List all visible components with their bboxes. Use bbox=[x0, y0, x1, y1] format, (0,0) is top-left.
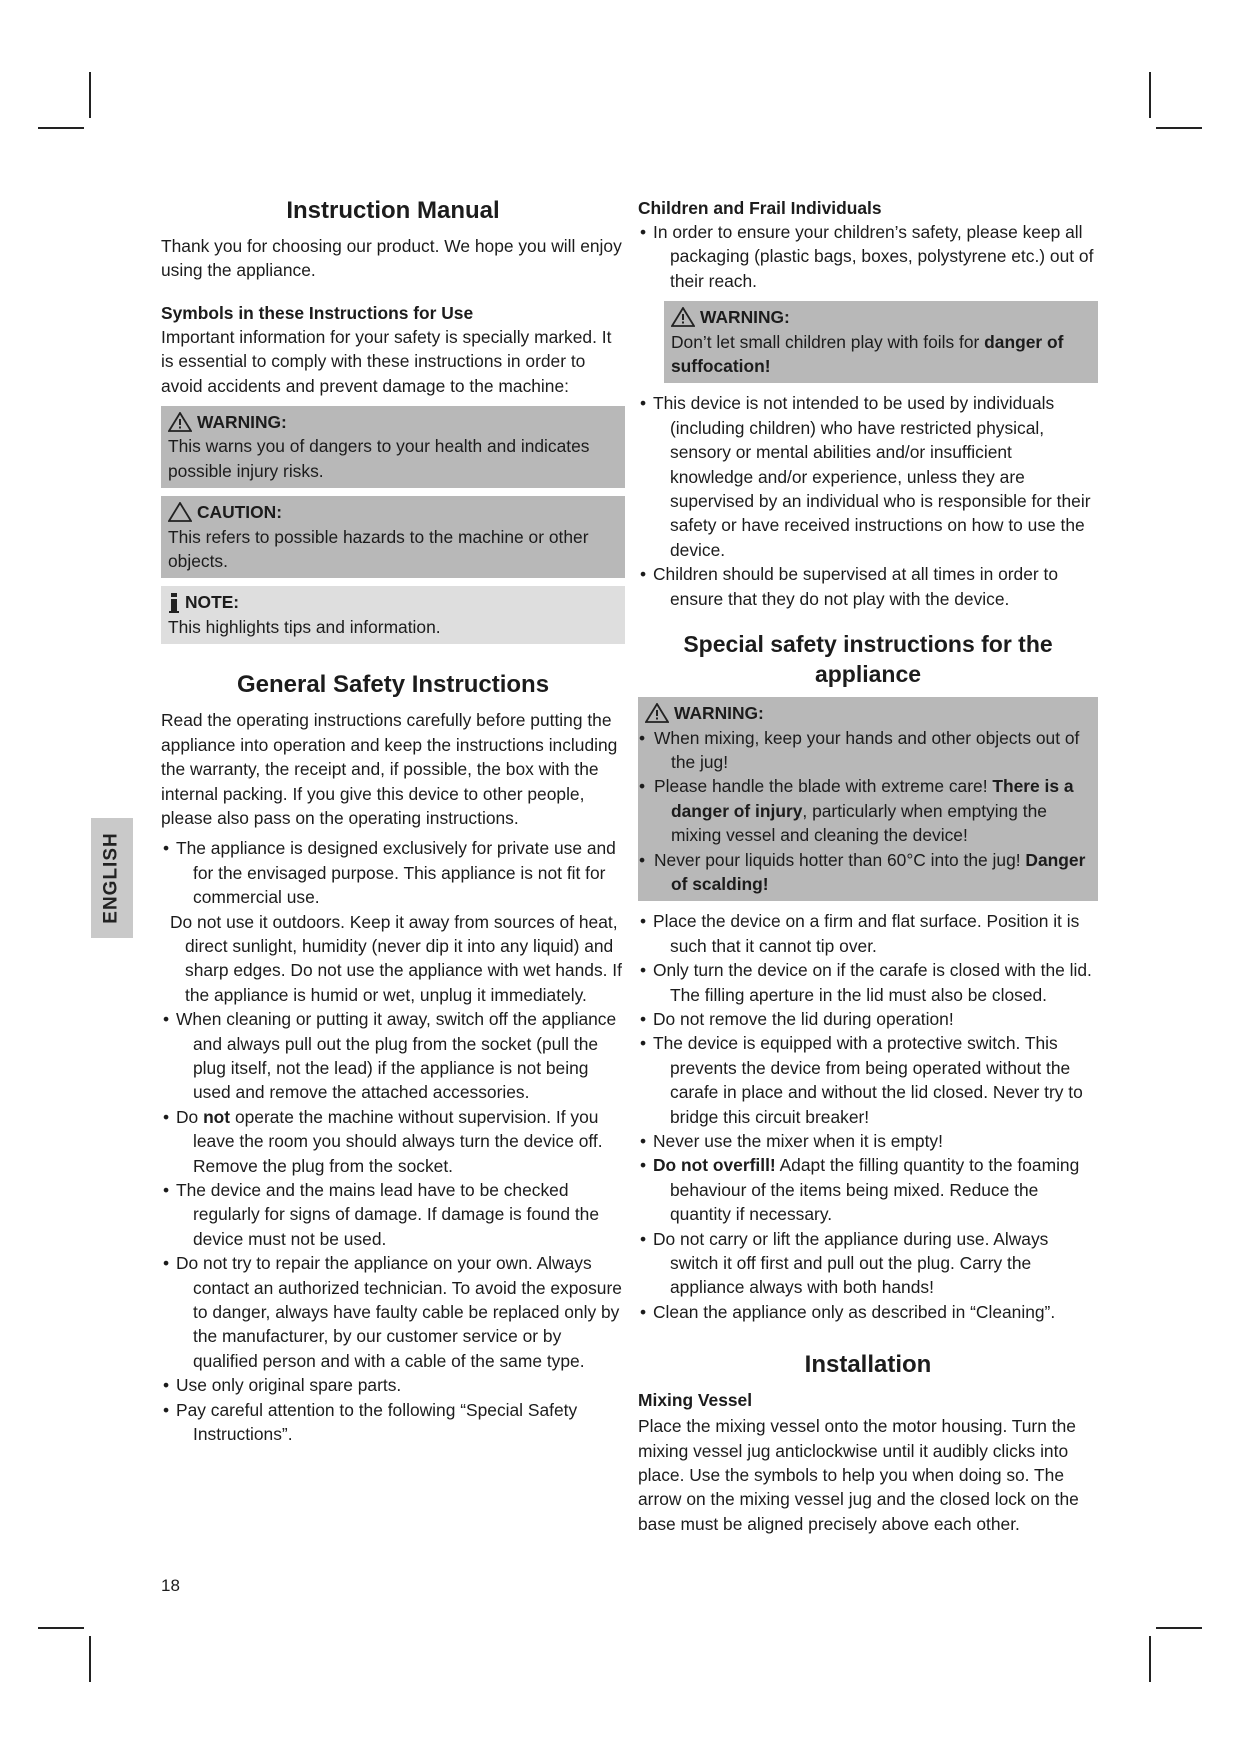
children-list-2 bbox=[638, 391, 1098, 611]
crop-mark bbox=[1156, 1627, 1202, 1629]
crop-mark bbox=[1149, 72, 1151, 118]
list-item: • Do not carry or lift the appliance during use. Always switch it off first and pull out the plug. Carry the appliance always with both hands! bbox=[638, 1227, 1098, 1300]
list-item: • This device is not intended to be used by individuals (including children) who have restricted physical, sensory or mental abilities and/or insufficient knowledge and/or experience, unless they are supervised by an individual who is responsible for their safety or have received instructions on how to use the device. bbox=[638, 391, 1098, 562]
general-safety-title: General Safety Instructions bbox=[236, 671, 550, 699]
crop-mark bbox=[89, 72, 91, 118]
caution-text: This refers to possible hazards to the machine or other objects. bbox=[168, 526, 589, 572]
list-item: • Do not remove the lid during operation! bbox=[638, 1007, 1098, 1031]
symbols-text: Important information for your safety is specially marked. It is essential to comply with these instructions in order to avoid accidents and prevent damage to the machine: bbox=[161, 326, 612, 396]
warning-triangle-icon bbox=[671, 307, 695, 327]
children-warning-box bbox=[664, 301, 1098, 383]
children-warning-title: WARNING: bbox=[700, 307, 790, 328]
list-item: • Place the device on a firm and flat surface. Position it is such that it cannot tip over. bbox=[638, 909, 1098, 958]
warning-title: WARNING: bbox=[197, 412, 287, 433]
note-box bbox=[161, 586, 625, 644]
caution-title: CAUTION: bbox=[197, 502, 283, 523]
mixing-vessel-text: Place the mixing vessel onto the motor housing. Turn the mixing vessel jug anticlockwise until it audibly clicks into place. Use the symbols to help you when doing so. The arrow on the mixing vessel jug and the closed lock on the base must be aligned precisely above each other. bbox=[638, 1416, 1079, 1534]
caution-triangle-icon bbox=[168, 502, 192, 522]
special-warning-list bbox=[637, 726, 1091, 897]
list-item: • Clean the appliance only as described in “Cleaning”. bbox=[638, 1300, 1098, 1324]
mixing-vessel-heading: Mixing Vessel bbox=[638, 1390, 753, 1411]
general-safety-list bbox=[161, 836, 625, 1446]
list-item: • Use only original spare parts. bbox=[161, 1373, 625, 1397]
list-item: • Never use the mixer when it is empty! bbox=[638, 1129, 1098, 1153]
list-item: • When cleaning or putting it away, switch off the appliance and always pull out the plug from the socket (pull the plug itself, not the lead) if the appliance is not being used and remove the attached accessories. bbox=[161, 1007, 625, 1105]
symbols-heading: Symbols in these Instructions for Use bbox=[161, 302, 474, 323]
warning-triangle-icon bbox=[645, 703, 669, 723]
right-column bbox=[638, 196, 1098, 1536]
installation-title: Installation bbox=[804, 1351, 932, 1379]
crop-mark bbox=[89, 1636, 91, 1682]
list-item: • Do not try to repair the appliance on your own. Always contact an authorized technician. To avoid the exposure to danger, always have faulty cable be replaced only by the manufacturer, by our customer service or by qualified person and with a cable of the same type. bbox=[161, 1251, 625, 1373]
crop-mark bbox=[38, 127, 84, 129]
intro-text: Thank you for choosing our product. We hope you will enjoy using the appliance. bbox=[161, 236, 622, 281]
children-warning-text: Don’t let small children play with foils for danger of suffocation! bbox=[671, 331, 1064, 377]
list-item: • Only turn the device on if the carafe is closed with the lid. The filling aperture in the lid must also be closed. bbox=[638, 958, 1098, 1007]
list-item: • Pay careful attention to the following “Special Safety Instructions”. bbox=[161, 1398, 625, 1447]
special-warning-title: WARNING: bbox=[674, 703, 764, 724]
note-text: This highlights tips and information. bbox=[168, 616, 441, 637]
info-icon bbox=[168, 592, 180, 614]
caution-box bbox=[161, 496, 625, 578]
list-item: • Children should be supervised at all times in order to ensure that they do not play with the device. bbox=[638, 562, 1098, 611]
note-title: NOTE: bbox=[185, 592, 240, 613]
children-list-1 bbox=[638, 220, 1098, 293]
warning-triangle-icon bbox=[168, 412, 192, 432]
list-item: • Do not overfill! Adapt the filling quantity to the foaming behaviour of the items being mixed. Reduce the quantity if necessary. bbox=[638, 1153, 1098, 1226]
warning-box bbox=[161, 406, 625, 488]
language-tab bbox=[91, 818, 133, 938]
list-item: • Never pour liquids hotter than 60°C into the jug! Danger of scalding! bbox=[637, 848, 1091, 897]
children-heading: Children and Frail Individuals bbox=[638, 198, 882, 218]
crop-mark bbox=[38, 1627, 84, 1629]
list-item-continuation: Do not use it outdoors. Keep it away from sources of heat, direct sunlight, humidity (never dip it into any liquid) and sharp edges. Do not use the appliance with wet hands. If the appliance is humid or wet, unplug it immediately. bbox=[170, 911, 622, 1005]
left-column bbox=[161, 196, 625, 1446]
warning-text: This warns you of dangers to your health and indicates possible injury risks. bbox=[168, 436, 590, 481]
special-safety-title: Special safety instructions for the appliance bbox=[683, 631, 1053, 688]
general-intro: Read the operating instructions carefully before putting the appliance into operation and keep the instructions including the warranty, the receipt and, if possible, the box with the internal packing. If you give this device to other people, please also pass on the operating instructions. bbox=[161, 710, 618, 828]
list-item: • Do not operate the machine without supervision. If you leave the room you should always turn the device off. Remove the plug from the socket. bbox=[161, 1105, 625, 1178]
list-item: • The device is equipped with a protective switch. This prevents the device from being operated without the carafe in place and without the lid closed. Never try to bridge this circuit breaker! bbox=[638, 1031, 1098, 1129]
special-safety-list bbox=[638, 909, 1098, 1324]
list-item: • In order to ensure your children’s safety, please keep all packaging (plastic bags, boxes, polystyrene etc.) out of their reach. bbox=[638, 220, 1098, 293]
page-title: Instruction Manual bbox=[286, 197, 500, 224]
page-number: 18 bbox=[161, 1576, 180, 1595]
crop-mark bbox=[1156, 127, 1202, 129]
list-item: • The device and the mains lead have to be checked regularly for signs of damage. If damage is found the device must not be used. bbox=[161, 1178, 625, 1251]
crop-mark bbox=[1149, 1636, 1151, 1682]
special-warning-box bbox=[638, 697, 1098, 901]
language-tab-label: ENGLISH bbox=[101, 832, 123, 924]
list-item: • The appliance is designed exclusively for private use and for the envisaged purpose. This appliance is not fit for commercial use. bbox=[161, 836, 625, 909]
list-item: • Please handle the blade with extreme care! There is a danger of injury, particularly when emptying the mixing vessel and cleaning the device! bbox=[637, 774, 1091, 847]
list-item: • When mixing, keep your hands and other objects out of the jug! bbox=[637, 726, 1091, 775]
